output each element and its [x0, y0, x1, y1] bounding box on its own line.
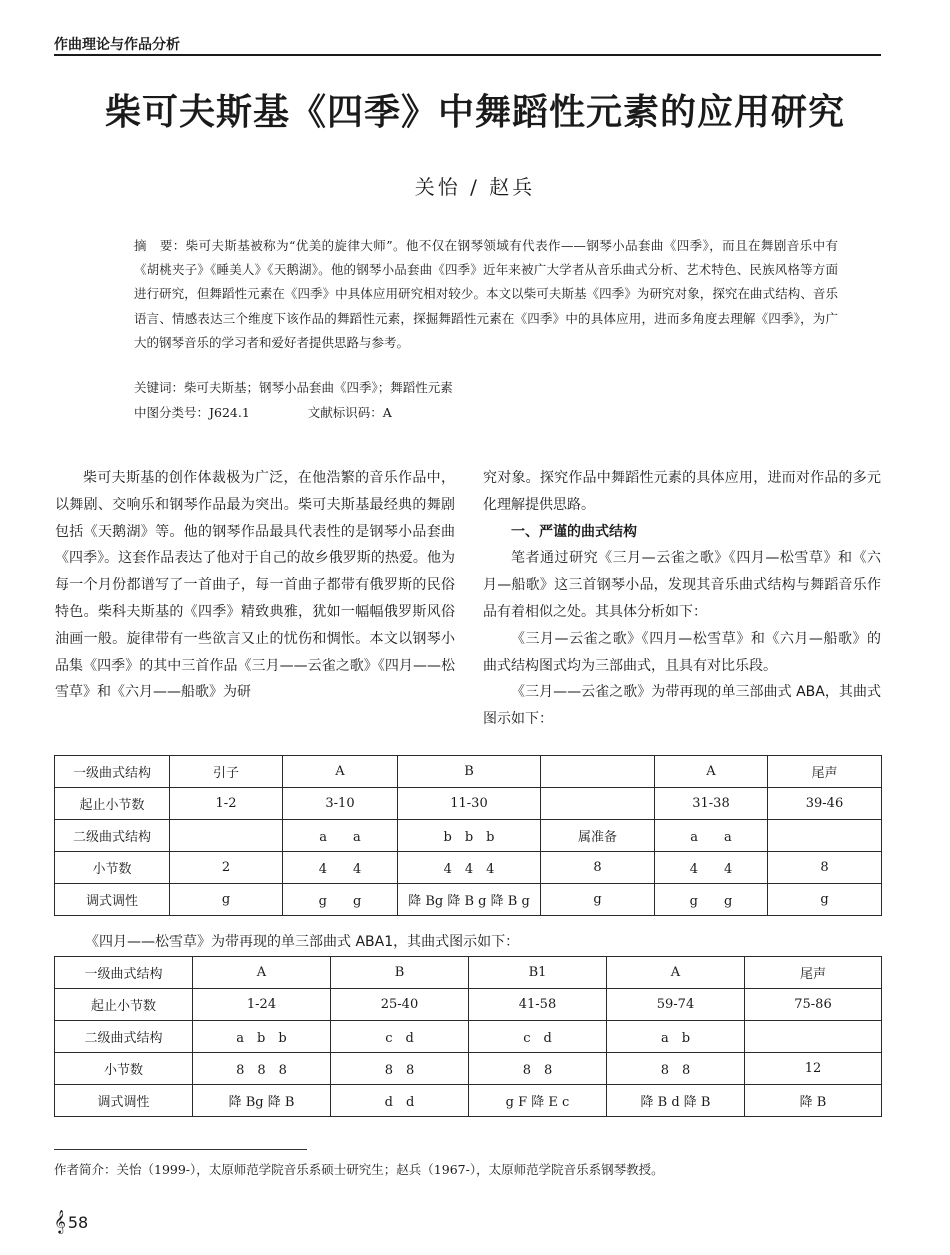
body-paragraph-2: 笔者通过研究《三月—云雀之歌》《四月—松雪草》和《六月—船歌》这三首钢琴小品，发现其音乐曲式结构与舞蹈音乐作品有着相似之处。其具体分析如下：	[483, 550, 881, 620]
classification-line	[134, 403, 392, 421]
row-header-cell: 二级曲式结构	[55, 820, 170, 852]
table-cell: 4 4	[283, 852, 398, 884]
table-cell: 59-74	[607, 989, 745, 1021]
row-header-cell: 调式调性	[55, 884, 170, 916]
table-cell: 1-24	[193, 989, 331, 1021]
table-cell: b b b	[398, 820, 541, 852]
table-cell	[768, 820, 882, 852]
table-cell: a b	[607, 1021, 745, 1053]
table-cell: 31-38	[655, 788, 768, 820]
table-cell: 引子	[170, 756, 283, 788]
table-cell: 降 Bg 降 B g 降 B g	[398, 884, 541, 916]
row-header-cell: 小节数	[55, 852, 170, 884]
table-cell: g	[768, 884, 882, 916]
table-row	[55, 1085, 882, 1117]
body-paragraph-3: 《三月—云雀之歌》《四月—松雪草》和《六月—船歌》的曲式结构图式均为三部曲式，且具有对比乐段。	[483, 630, 881, 674]
row-header-cell: 起止小节数	[55, 788, 170, 820]
table-cell: 8	[768, 852, 882, 884]
classification-number: 中图分类号：J624.1	[134, 405, 250, 420]
form-table-april	[54, 956, 882, 1117]
body-right-column	[483, 465, 881, 733]
keywords: 关键词：柴可夫斯基；钢琴小品套曲《四季》；舞蹈性元素	[134, 380, 453, 395]
section-heading: 一、严谨的曲式结构	[511, 523, 637, 540]
table-cell	[745, 1021, 882, 1053]
table-cell: g	[541, 884, 655, 916]
page-number	[54, 1209, 88, 1233]
page-number-value: 58	[67, 1213, 89, 1232]
table-cell: 8 8	[607, 1053, 745, 1085]
body-left-column	[55, 465, 455, 706]
table-cell: 41-58	[469, 989, 607, 1021]
form-table-march	[54, 755, 882, 916]
table-cell: 8 8	[331, 1053, 469, 1085]
row-header-cell: 一级曲式结构	[55, 957, 193, 989]
author-footnote: 作者简介：关怡（1999-），太原师范学院音乐系硕士研究生；赵兵（1967-），太原师范学院音乐系钢琴教授。	[54, 1162, 664, 1177]
table-cell: a a	[655, 820, 768, 852]
table-row	[55, 989, 882, 1021]
table-cell: B	[331, 957, 469, 989]
table-cell: g g	[283, 884, 398, 916]
table-cell: 属准备	[541, 820, 655, 852]
table2-caption: 《四月——松雪草》为带再现的单三部曲式 ABA1，其曲式图示如下：	[85, 934, 520, 950]
treble-clef-icon: 𝄞	[54, 1209, 66, 1233]
table-cell: A	[193, 957, 331, 989]
table-cell: 12	[745, 1053, 882, 1085]
table-row	[55, 1053, 882, 1085]
table-cell: 3-10	[283, 788, 398, 820]
article-authors: 关怡 / 赵兵	[414, 175, 536, 199]
row-header-cell: 二级曲式结构	[55, 1021, 193, 1053]
table-cell: d d	[331, 1085, 469, 1117]
table-cell: 8 8 8	[193, 1053, 331, 1085]
table-cell: B1	[469, 957, 607, 989]
section-label: 作曲理论与作品分析	[54, 37, 180, 53]
table-cell: 75-86	[745, 989, 882, 1021]
table-cell	[170, 820, 283, 852]
table-cell: 4 4	[655, 852, 768, 884]
body-paragraph-4: 《三月——云雀之歌》为带再现的单三部曲式 ABA，其曲式图示如下：	[483, 684, 881, 728]
table-cell: 降 B	[745, 1085, 882, 1117]
row-header-cell: 小节数	[55, 1053, 193, 1085]
table-row	[55, 788, 882, 820]
table-cell: A	[607, 957, 745, 989]
abstract	[78, 234, 838, 355]
table-cell: 尾声	[745, 957, 882, 989]
table-cell: g g	[655, 884, 768, 916]
table-cell: g	[170, 884, 283, 916]
table-cell: 8	[541, 852, 655, 884]
abstract-text: 摘 要：柴可夫斯基被称为“优美的旋律大师”。他不仅在钢琴领域有代表作——钢琴小品套曲《四季》，而且在舞剧音乐中有《胡桃夹子》《睡美人》《天鹅湖》。他的钢琴小品套曲《四季》近年来被广大学者从音乐曲式分析、艺术特色、民族风格等方面进行研究，但舞蹈性元素在《四季》中具体应用研究相对较少。本文以柴可夫斯基《四季》为研究对象，探究在曲式结构、音乐语言、情感表达三个维度下该作品的舞蹈性元素，探掘舞蹈性元素在《四季》中的具体应用，进而多角度去理解《四季》，为广大的钢琴音乐的学习者和爱好者提供思路与参考。	[134, 238, 838, 350]
table-cell: A	[283, 756, 398, 788]
row-header-cell: 一级曲式结构	[55, 756, 170, 788]
table-row	[55, 852, 882, 884]
table-cell: 降 B d 降 B	[607, 1085, 745, 1117]
table-cell: B	[398, 756, 541, 788]
table-cell	[541, 756, 655, 788]
table-cell: 39-46	[768, 788, 882, 820]
table-cell: A	[655, 756, 768, 788]
table-row	[55, 756, 882, 788]
table-cell: c d	[469, 1021, 607, 1053]
table-cell: 11-30	[398, 788, 541, 820]
footnote-rule	[54, 1149, 307, 1150]
article-title: 柴可夫斯基《四季》中舞蹈性元素的应用研究	[104, 92, 845, 133]
table-cell: 25-40	[331, 989, 469, 1021]
table-row	[55, 957, 882, 989]
table-cell: a b b	[193, 1021, 331, 1053]
table-cell: 2	[170, 852, 283, 884]
table-cell: 尾声	[768, 756, 882, 788]
document-code: 文献标识码：A	[307, 405, 392, 420]
header-rule	[54, 54, 881, 56]
table-row	[55, 1021, 882, 1053]
body-paragraph-intro: 柴可夫斯基的创作体裁极为广泛，在他浩繁的音乐作品中，以舞剧、交响乐和钢琴作品最为突出。柴可夫斯基最经典的舞剧包括《天鹅湖》等。他的钢琴作品最具代表性的是钢琴小品套曲《四季》。这套作品表达了他对于自己的故乡俄罗斯的热爱。他为每一个月份都谱写了一首曲子，每一首曲子都带有俄罗斯的民俗特色。柴科夫斯基的《四季》精致典雅，犹如一幅幅俄罗斯风俗油画一般。旋律带有一些欲言又止的忧伤和惆怅。本文以钢琴小品集《四季》的其中三首作品《三月——云雀之歌》《四月——松雪草》和《六月——船歌》为研	[55, 470, 455, 701]
table-cell: g F 降 E c	[469, 1085, 607, 1117]
table-cell: 1-2	[170, 788, 283, 820]
row-header-cell: 调式调性	[55, 1085, 193, 1117]
body-paragraph-continuation: 究对象。探究作品中舞蹈性元素的具体应用，进而对作品的多元化理解提供思路。	[483, 470, 881, 513]
table-row	[55, 884, 882, 916]
table-cell: 4 4 4	[398, 852, 541, 884]
table-cell: a a	[283, 820, 398, 852]
table-cell: c d	[331, 1021, 469, 1053]
row-header-cell: 起止小节数	[55, 989, 193, 1021]
table-cell: 降 Bg 降 B	[193, 1085, 331, 1117]
table-cell	[541, 788, 655, 820]
table-cell: 8 8	[469, 1053, 607, 1085]
table-row	[55, 820, 882, 852]
